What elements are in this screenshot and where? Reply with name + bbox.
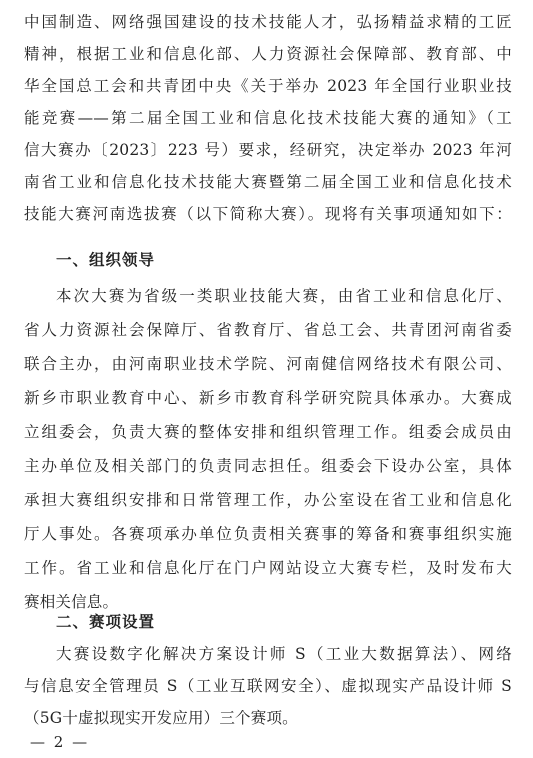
paragraph-line: 新乡市职业教育中心、新乡市教育科学研究院具体承办。大赛成: [24, 389, 512, 407]
paragraph-line: 省人力资源社会保障厅、省教育厅、省总工会、共青团河南省委: [24, 321, 512, 339]
paragraph-line: 立组委会，负责大赛的整体安排和组织管理工作。组委会成员由: [24, 423, 512, 441]
paragraph-line: 南省工业和信息化技术技能大赛暨第二届全国工业和信息化技术: [24, 173, 512, 191]
page-number: — 2 —: [30, 733, 90, 751]
paragraph-line: 主办单位及相关部门的负责同志担任。组委会下设办公室，具体: [24, 457, 512, 475]
paragraph-line: 技能大赛河南选拔赛（以下简称大赛）。现将有关事项通知如下：: [24, 205, 512, 223]
paragraph-line: 大赛设数字化解决方案设计师 S（工业大数据算法）、网络: [56, 645, 512, 663]
section-heading-events: 二、赛项设置: [56, 613, 156, 631]
paragraph-line: 本次大赛为省级一类职业技能大赛，由省工业和信息化厅、: [56, 287, 512, 305]
paragraph-line: 信大赛办〔2023〕223 号）要求，经研究，决定举办 2023 年河: [24, 141, 512, 159]
paragraph-line: 联合主办，由河南职业技术学院、河南健信网络技术有限公司、: [24, 355, 512, 373]
paragraph-line: 赛相关信息。: [24, 593, 119, 611]
section-heading-organization: 一、组织领导: [56, 251, 156, 269]
paragraph-line: 精神，根据工业和信息化部、人力资源社会保障部、教育部、中: [24, 45, 512, 63]
paragraph-line: 承担大赛组织安排和日常管理工作，办公室设在省工业和信息化: [24, 491, 512, 509]
paragraph-line: 能竞赛——第二届全国工业和信息化技术技能大赛的通知》（工: [24, 109, 512, 127]
paragraph-line: 与信息安全管理员 S（工业互联网安全）、虚拟现实产品设计师 S: [24, 677, 512, 695]
paragraph-line: 中国制造、网络强国建设的技术技能人才，弘扬精益求精的工匠: [24, 13, 512, 31]
paragraph-line: 厅人事处。各赛项承办单位负责相关赛事的筹备和赛事组织实施: [24, 525, 512, 543]
paragraph-line: 工作。省工业和信息化厅在门户网站设立大赛专栏，及时发布大: [24, 559, 512, 577]
paragraph-line: （5G十虚拟现实开发应用）三个赛项。: [24, 709, 298, 727]
paragraph-line: 华全国总工会和共青团中央《关于举办 2023 年全国行业职业技: [24, 77, 512, 95]
